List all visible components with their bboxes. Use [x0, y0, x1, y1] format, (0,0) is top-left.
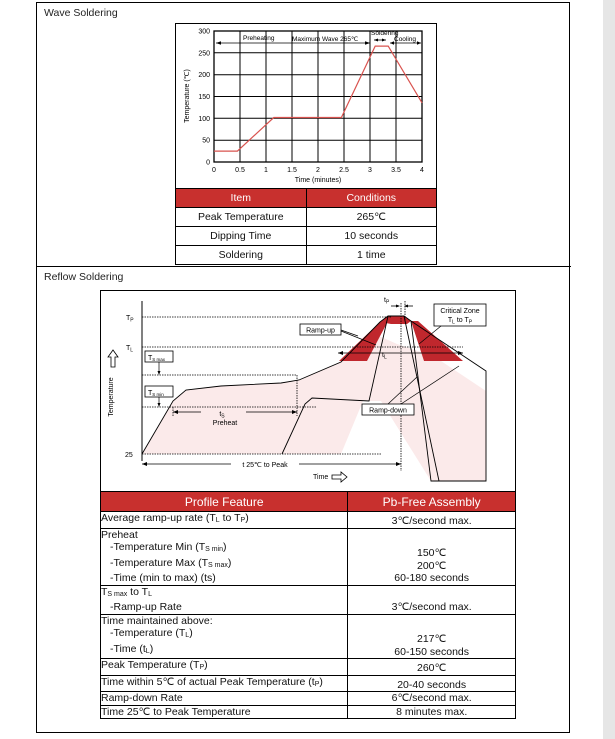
svg-text:0.5: 0.5 [235, 167, 245, 174]
svg-text:300: 300 [198, 28, 210, 36]
tl-label: $t_L$ [382, 352, 387, 361]
page-edge-strip [603, 0, 615, 739]
cell-value: 3℃/second max. [348, 585, 516, 614]
wave-soldering-title: Wave Soldering [44, 7, 118, 19]
table-header-row [101, 492, 516, 512]
cell-value: 217℃ 60-150 seconds [348, 614, 516, 659]
cell-condition: 265℃ [306, 208, 437, 227]
cell-feature: $T_{S max}$ to $T_L$ -Ramp-up Rate [101, 585, 348, 614]
svg-text:150: 150 [198, 94, 210, 101]
cell-feature: Time maintained above: -Temperature $(T_L)$ -Time $(t_L)$ [101, 614, 348, 659]
cell-value: 20-40 seconds [348, 675, 516, 692]
svg-text:2: 2 [316, 167, 320, 174]
wave-x-ticks [212, 167, 424, 174]
ts-max-label-box [145, 351, 173, 375]
table-row [101, 675, 516, 692]
table-row [101, 585, 516, 614]
table-row [176, 208, 437, 227]
svg-text:TS min: TS min [148, 390, 164, 397]
svg-text:4: 4 [420, 167, 424, 174]
cell-value: 3℃/second max. [348, 512, 516, 529]
wave-y-ticks [198, 29, 210, 167]
cell-feature: Preheat -Temperature Min $(T_{S min})$ -Temperature Max $(T_{S max})$ -Time (min to max) (ts) [101, 528, 348, 585]
svg-text:200: 200 [198, 72, 210, 80]
max-wave-annotation: Maximum Wave 265℃ [292, 36, 359, 43]
svg-text:3: 3 [368, 167, 372, 174]
table-row [101, 528, 516, 585]
svg-text:1: 1 [264, 167, 268, 174]
svg-text:100: 100 [198, 115, 210, 123]
y-axis-arrow-icon [108, 350, 118, 367]
x-axis-arrow-icon [332, 472, 347, 482]
cell-item: Dipping Time [176, 227, 307, 246]
cell-value: 8 minutes max. [348, 705, 516, 719]
cell-value: 150℃ 200℃ 60-180 seconds [348, 528, 516, 585]
level-labels [125, 315, 134, 459]
table-row [101, 512, 516, 529]
svg-text:1.5: 1.5 [287, 167, 297, 174]
svg-text:TS max: TS max [148, 355, 166, 362]
cell-feature: Ramp-down Rate [101, 692, 348, 706]
cell-feature: Time 25℃ to Peak Temperature [101, 705, 348, 719]
cell-value: 260℃ [348, 659, 516, 676]
wave-soldering-chart [175, 23, 437, 189]
reflow-y-axis-label: Temperature [108, 377, 115, 417]
preheating-annotation: Preheating [243, 35, 275, 42]
svg-text:0: 0 [206, 159, 210, 167]
ts-label: $t_S$ [219, 411, 225, 420]
table-row [101, 659, 516, 676]
svg-text:TP: $T_P$ [126, 315, 134, 324]
reflow-profile-diagram [100, 290, 516, 492]
cell-value: 6℃/second max. [348, 692, 516, 706]
svg-text:TL: $T_L$ [126, 345, 134, 354]
svg-text:3.5: 3.5 [391, 167, 401, 174]
table-row [176, 227, 437, 246]
svg-text:2.5: 2.5 [339, 167, 349, 174]
cell-feature: Time within 5℃ of actual Peak Temperature $(t_P)$ [101, 675, 348, 692]
tp-label: $t_P$ [384, 297, 390, 306]
cell-feature: Average ramp-up rate ($T_L$ to $T_P$) [101, 512, 348, 529]
reflow-soldering-title: Reflow Soldering [44, 271, 124, 283]
header-conditions: Conditions [306, 189, 437, 208]
table-header-row [176, 189, 437, 208]
cell-item: Peak Temperature [176, 208, 307, 227]
preheat-label: Preheat [212, 420, 238, 427]
table-row [101, 692, 516, 706]
cell-item: Soldering [176, 246, 307, 265]
reflow-profile-table [100, 491, 516, 719]
svg-text:Ramp-down: Ramp-down [369, 407, 407, 415]
svg-text:Ramp-up: Ramp-up [306, 327, 335, 335]
table-row [101, 614, 516, 659]
svg-text:0: 0 [212, 167, 216, 174]
header-profile-feature: Profile Feature [101, 492, 348, 512]
ts-min-label-box [145, 386, 173, 407]
table-row [176, 246, 437, 265]
section-divider [36, 266, 571, 267]
header-pb-free-assembly: Pb-Free Assembly [348, 492, 516, 512]
svg-text:Critical Zone: Critical Zone [440, 308, 480, 315]
svg-text:25: 25 [125, 452, 133, 459]
wave-chart-svg [176, 24, 435, 187]
table-row [101, 705, 516, 719]
wave-x-axis-label: Time (minutes) [294, 177, 342, 184]
soldering-annotation: Soldering [371, 30, 399, 37]
header-item: Item [176, 189, 307, 208]
svg-text:TL to TP: $T_L$ to $T_P$ [447, 317, 473, 326]
wave-y-axis-label: Temperature (℃) [184, 69, 191, 123]
t25-to-peak-label: t 25℃ to Peak [242, 462, 288, 469]
cooling-annotation: Cooling [394, 36, 417, 43]
reflow-diagram-svg [101, 291, 514, 490]
svg-text:50: 50 [202, 137, 210, 145]
reflow-x-axis-label: Time [313, 474, 329, 481]
svg-text:250: 250 [198, 50, 210, 58]
cell-condition: 1 time [306, 246, 437, 265]
cell-condition: 10 seconds [306, 227, 437, 246]
cell-feature: Peak Temperature $(T_P)$ [101, 659, 348, 676]
wave-conditions-table [175, 188, 437, 265]
